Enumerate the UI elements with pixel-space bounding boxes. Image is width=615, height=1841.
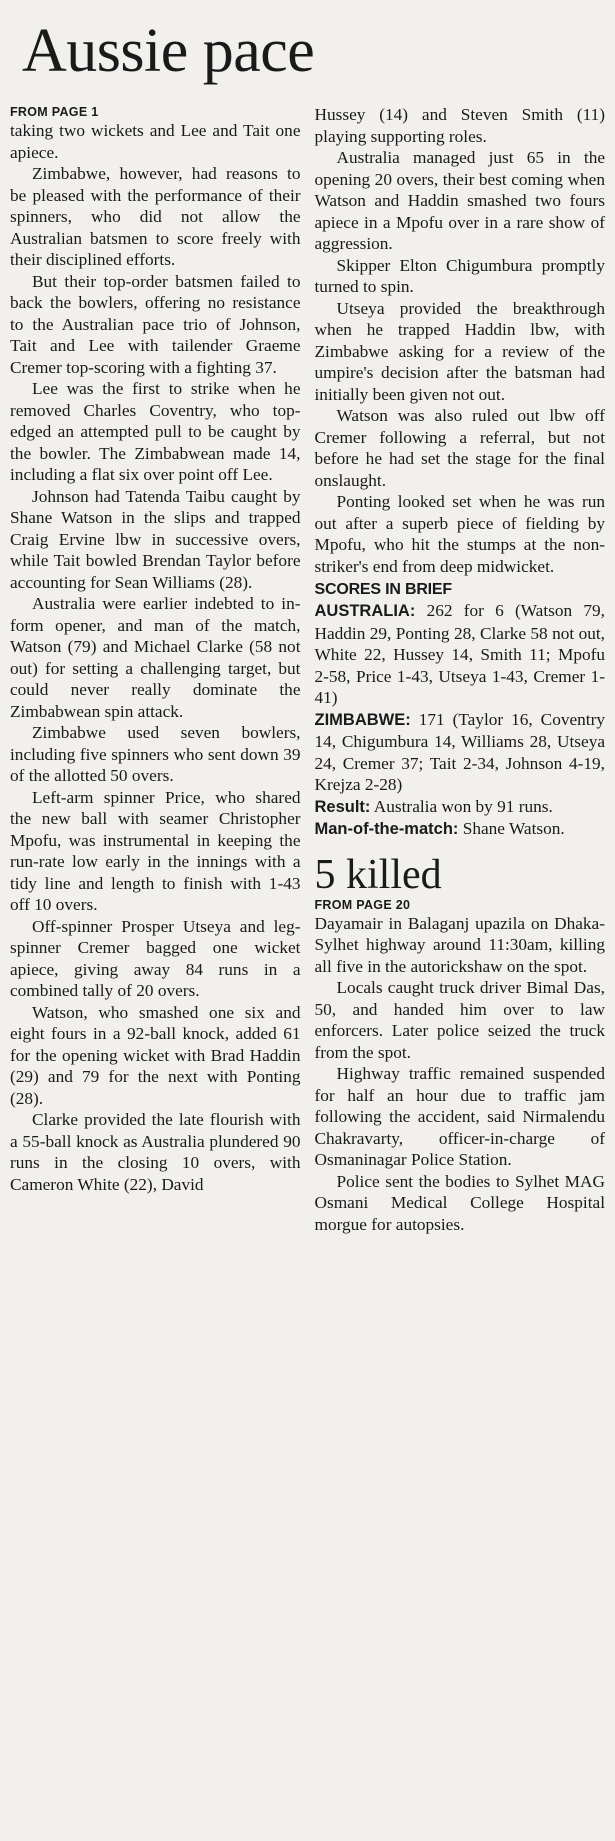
- score-label: Man-of-the-match:: [314, 820, 459, 838]
- score-label: AUSTRALIA:: [314, 602, 416, 620]
- score-text: Australia won by 91 runs.: [370, 796, 553, 816]
- headline: Aussie pace: [22, 17, 315, 85]
- score-zimbabwe: [315, 709, 606, 796]
- score-result: [315, 796, 606, 819]
- story2-kicker: FROM PAGE 20: [314, 897, 411, 912]
- paragraph: Johnson had Tatenda Taibu caught by Shane Watson in the slips and trapped Craig Ervine lbw in successive overs, while Tait bowled Brendan Taylor before accounting for Sean Williams (28).: [10, 486, 301, 592]
- score-label: Result:: [314, 797, 371, 816]
- left-column: [10, 104, 301, 1841]
- paragraph: Zimbabwe used seven bowlers, including five spinners who sent down 39 of the allotted 50 overs.: [10, 723, 301, 785]
- story2-headline: 5 killed: [314, 851, 442, 898]
- score-label: ZIMBABWE:: [314, 710, 411, 729]
- score-text: 262 for 6 (Watson 79, Haddin 29, Ponting 28, Clarke 58 not out, White 22, Hussey 14, Smith 11; Mpofu 2-58, Price 1-43, Utseya 1-43, Cremer 1-41): [314, 601, 605, 707]
- paragraph: Off-spinner Prosper Utseya and leg-spinner Cremer bagged one wicket apiece, giving away 84 runs in a combined tally of 20 overs.: [10, 916, 301, 1000]
- paragraph: Watson, who smashed one six and eight fours in a 92-ball knock, added 61 for the opening wicket with Brad Haddin (29) and 79 for the next with Ponting (28).: [10, 1002, 301, 1108]
- paragraph: taking two wickets and Lee and Tait one apiece.: [10, 121, 301, 162]
- score-australia: [315, 600, 606, 709]
- score-text: 171 (Taylor 16, Coventry 14, Chigumbura 14, Williams 28, Utseya 24, Cremer 37; Tait 2-34, Johnson 4-19, Krejza 2-28): [314, 709, 605, 794]
- paragraph: Police sent the bodies to Sylhet MAG Osmani Medical College Hospital morgue for autopsies.: [314, 1171, 605, 1234]
- paragraph: Locals caught truck driver Bimal Das, 50, and handed him over to law enforcers. Later police seized the truck from the spot.: [314, 978, 605, 1062]
- paragraph: Highway traffic remained suspended for half an hour due to traffic jam following the accident, said Nirmalendu Chakravarty, officer-in-charge of Osmaninagar Police Station.: [314, 1064, 605, 1169]
- paragraph: Lee was the first to strike when he removed Charles Coventry, who top-edged an attempted pull to be caught by the bowler. The Zimbabwean made 14, including a flat six over point off Lee.: [10, 379, 301, 484]
- paragraph: Australia were earlier indebted to in-form opener, and man of the match, Watson (79) and Michael Clarke (58 not out) for setting a challenging target, but could never really dominate the Zimbabwean spin attack.: [10, 594, 301, 721]
- paragraph: Ponting looked set when he was run out after a superb piece of fielding by Mpofu, who hit the stumps at the non-striker's end from deep midwicket.: [314, 492, 605, 576]
- paragraph: Australia managed just 65 in the opening 20 overs, their best coming when Watson and Haddin smashed two fours apiece in a Mpofu over in a rare show of aggression.: [314, 148, 605, 253]
- paragraph: Zimbabwe, however, had reasons to be pleased with the performance of their spinners, who did not allow the Australian batsmen to score freely with their disciplined efforts.: [10, 164, 301, 269]
- score-text: Shane Watson.: [458, 819, 565, 838]
- paragraph: Hussey (14) and Steven Smith (11) playing supporting roles.: [314, 105, 605, 146]
- paragraph: Left-arm spinner Price, who shared the new ball with seamer Christopher Mpofu, was instrumental in keeping the run-rate low early in the innings with a tidy line and length to finish with 1-43 off 10 overs.: [10, 787, 301, 914]
- columns: [10, 104, 605, 1841]
- paragraph: Skipper Elton Chigumbura promptly turned to spin.: [314, 255, 605, 296]
- paragraph: But their top-order batsmen failed to back the bowlers, offering no resistance to the Australian pace trio of Johnson, Tait and Lee with tailender Graeme Cremer top-scoring with a fighting 37.: [10, 271, 301, 377]
- right-column: [315, 104, 606, 1841]
- kicker: FROM PAGE 1: [10, 105, 99, 119]
- paragraph: Clarke provided the late flourish with a 55-ball knock as Australia plundered 90 runs in the closing 10 overs, with Cameron White (22), David: [10, 1110, 301, 1194]
- paragraph: Watson was also ruled out lbw off Cremer following a referral, but not before he had set the stage for the final onslaught.: [314, 406, 605, 490]
- score-man-of-match: [315, 818, 606, 841]
- paragraph: Dayamair in Balaganj upazila on Dhaka-Sylhet highway around 11:30am, killing all five in the autorickshaw on the spot.: [314, 913, 605, 976]
- paragraph: Utseya provided the breakthrough when he trapped Haddin lbw, with Zimbabwe asking for a review of the umpire's decision after the batsman had initially been given not out.: [314, 298, 605, 404]
- scores-heading: SCORES IN BRIEF: [314, 581, 452, 598]
